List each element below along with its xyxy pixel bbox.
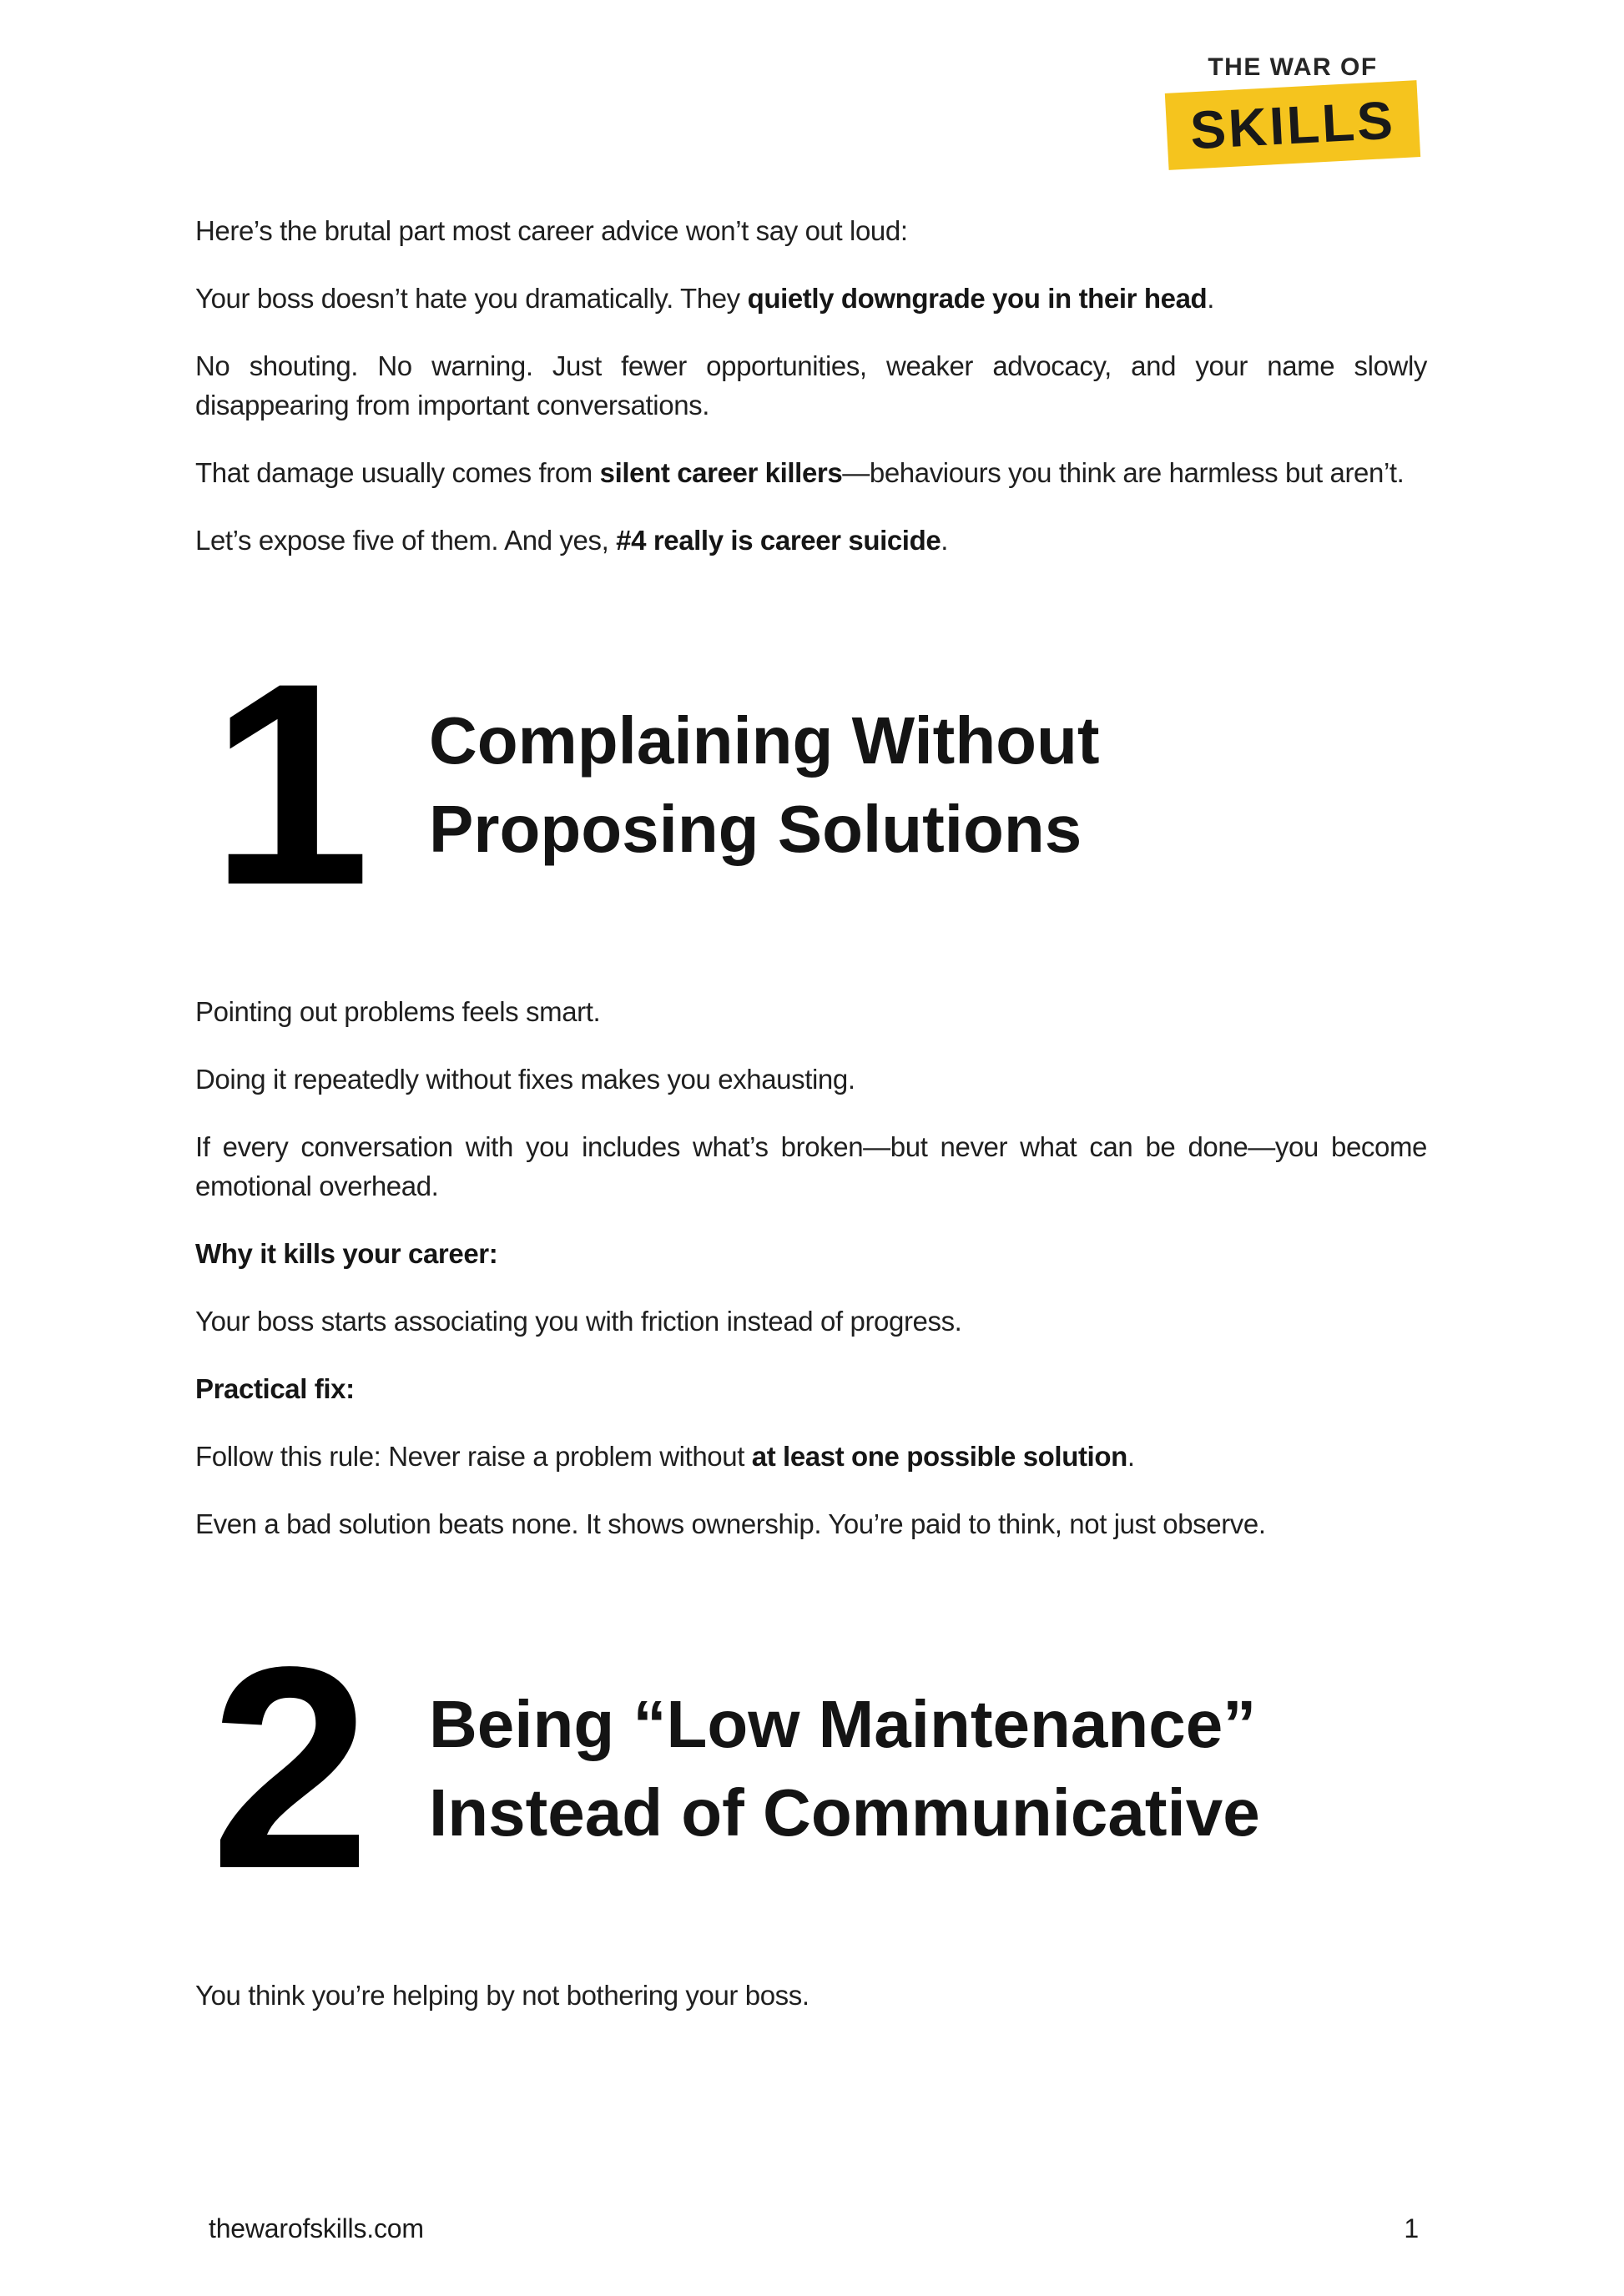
paragraph — [195, 346, 1427, 425]
text-run: That damage usually comes from — [195, 457, 600, 488]
page-footer — [209, 2213, 1419, 2244]
bold-text: at least one possible solution — [751, 1441, 1127, 1472]
section-1-title-line-2: Proposing Solutions — [429, 792, 1082, 866]
section-2-title-line-1: Being “Low Maintenance” — [429, 1687, 1257, 1761]
paragraph — [195, 211, 1427, 250]
footer-site-url: thewarofskills.com — [209, 2213, 424, 2243]
text-run: Even a bad solution beats none. It shows ownership. You’re paid to think, not just observe. — [195, 1508, 1266, 1539]
text-run: Your boss starts associating you with friction instead of progress. — [195, 1306, 962, 1337]
text-run: If every conversation with you includes what’s broken—but never what can be done—you become emotional overhead. — [195, 1131, 1427, 1201]
text-run: —behaviours you think are harmless but aren’t. — [842, 457, 1405, 488]
paragraph — [195, 1504, 1427, 1543]
paragraph — [195, 279, 1427, 318]
text-run: You think you’re helping by not bothering your boss. — [195, 1980, 809, 2011]
section-2-title-line-2: Instead of Communicative — [429, 1775, 1260, 1850]
paragraph — [195, 992, 1427, 1031]
section-1-header — [210, 624, 1427, 945]
intro-paragraphs — [195, 211, 1427, 560]
section-2-paragraphs — [195, 1976, 1427, 2015]
paragraph — [195, 1234, 1427, 1273]
bold-text: Why it kills your career: — [195, 1238, 498, 1269]
section-1-paragraphs — [195, 992, 1427, 1543]
footer-page-number: 1 — [1404, 2213, 1419, 2243]
bold-text: quietly downgrade you in their head — [747, 283, 1208, 314]
text-run: Your boss doesn’t hate you dramatically. They — [195, 283, 748, 314]
paragraph — [195, 521, 1427, 560]
text-run: No shouting. No warning. Just fewer opportunities, weaker advocacy, and your name slowly disappearing from important conversations. — [195, 350, 1427, 420]
bold-text: silent career killers — [599, 457, 843, 488]
section-2-header — [210, 1608, 1427, 1929]
paragraph — [195, 1976, 1427, 2015]
text-run: Pointing out problems feels smart. — [195, 996, 601, 1027]
text-run: Doing it repeatedly without fixes makes you exhausting. — [195, 1064, 855, 1095]
section-2-number: 2 — [210, 1608, 371, 1929]
text-run: Here’s the brutal part most career advice won’t say out loud: — [195, 215, 908, 246]
paragraph — [195, 1302, 1427, 1341]
text-run: Let’s expose five of them. And yes, — [195, 525, 617, 556]
section-1-title-line-1: Complaining Without — [429, 703, 1100, 778]
section-1-number: 1 — [210, 624, 371, 945]
paragraph — [195, 453, 1427, 492]
logo-skills-text: SKILLS — [1188, 89, 1397, 161]
paragraph — [195, 1060, 1427, 1099]
paragraph — [195, 1369, 1427, 1408]
text-run: Follow this rule: Never raise a problem without — [195, 1441, 752, 1472]
text-run: . — [1127, 1441, 1135, 1472]
text-run: . — [941, 525, 949, 556]
logo-skills-box — [1165, 80, 1420, 170]
section-1-title — [429, 697, 1100, 874]
logo-top-text: THE WAR OF — [1208, 53, 1378, 81]
text-run: . — [1207, 283, 1215, 314]
bold-text: Practical fix: — [195, 1373, 355, 1404]
paragraph — [195, 1437, 1427, 1476]
brand-logo — [1167, 52, 1419, 164]
paragraph — [195, 1127, 1427, 1206]
section-2-title — [429, 1680, 1260, 1857]
bold-text: #4 really is career suicide — [616, 525, 941, 556]
